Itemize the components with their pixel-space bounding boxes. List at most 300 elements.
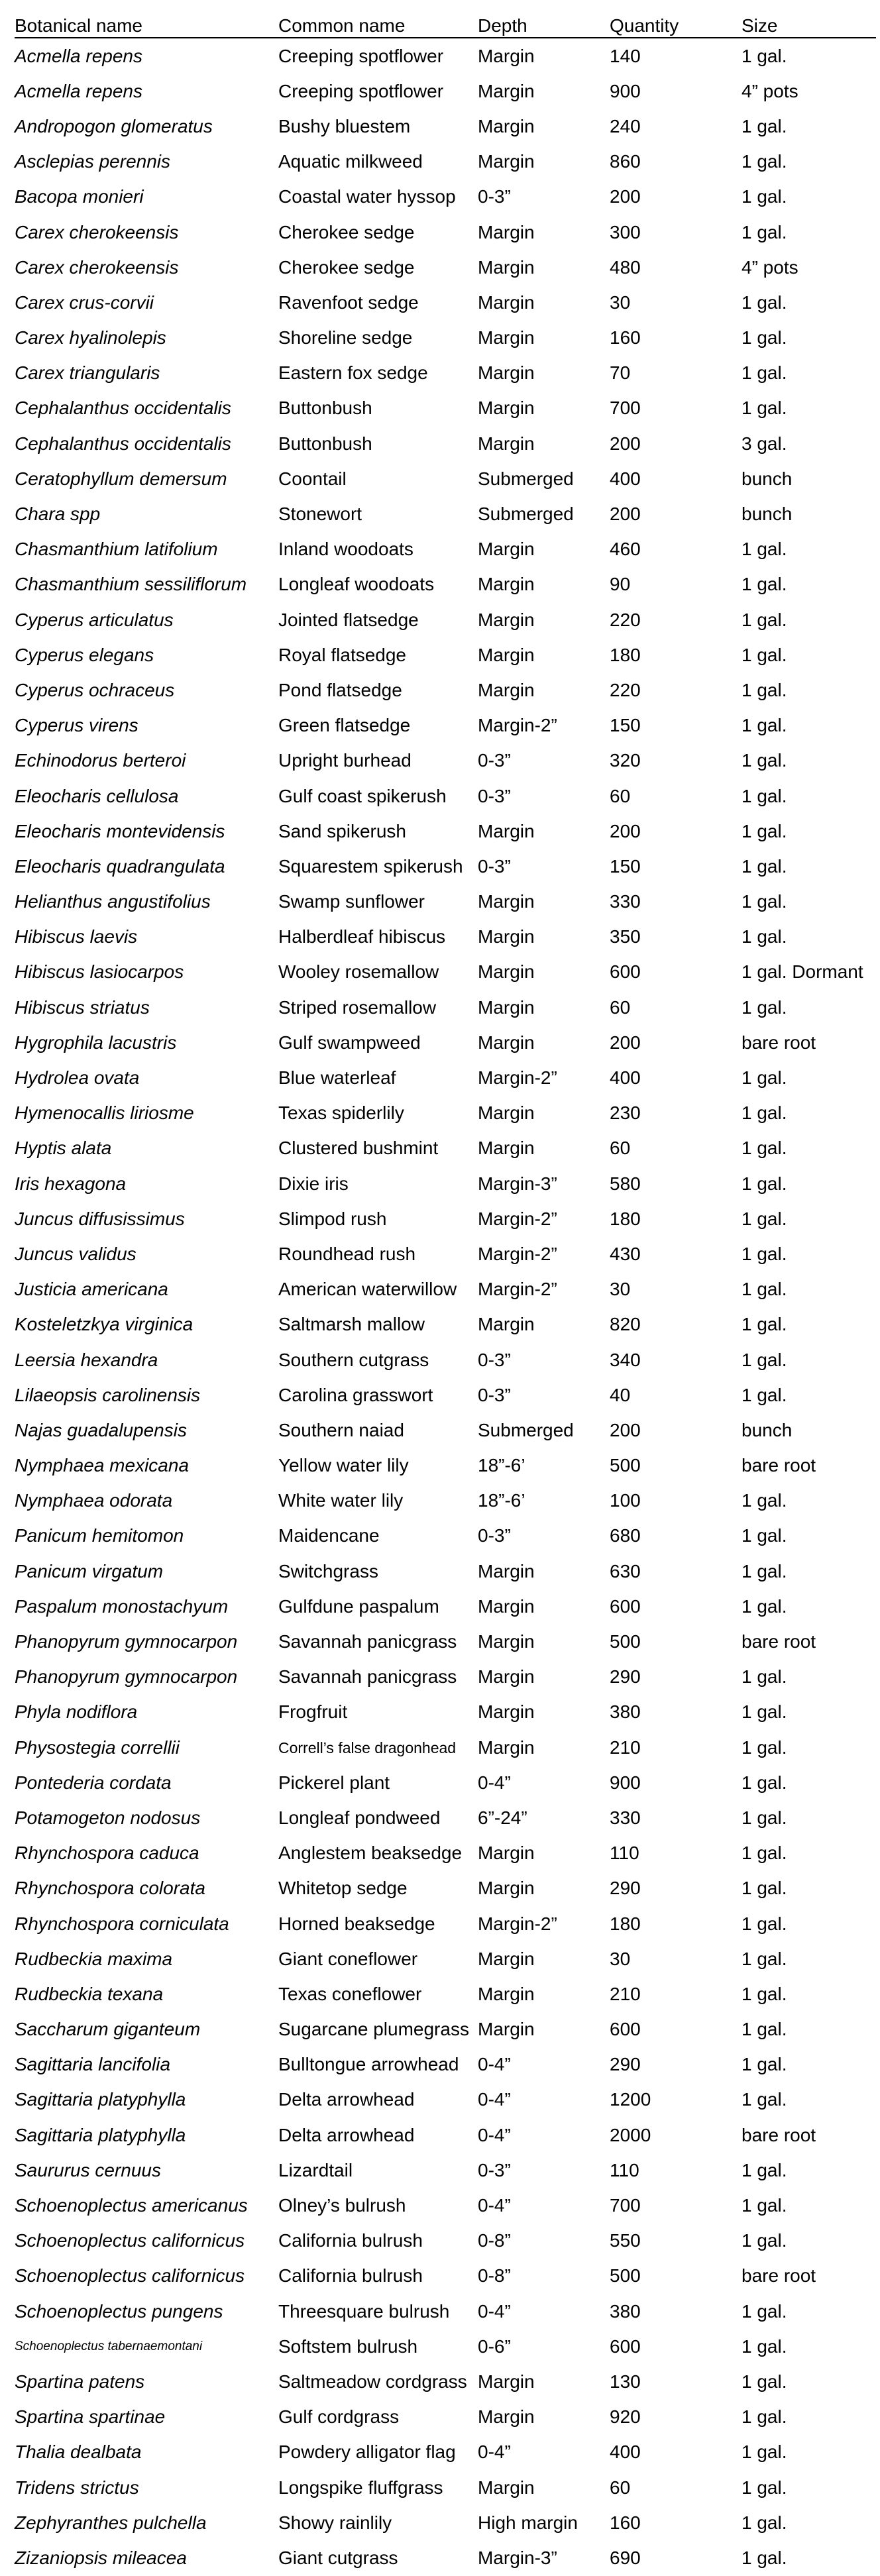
table-row — [15, 109, 876, 144]
common-name-cell: Gulf swampweed — [278, 1032, 421, 1053]
size-cell: 1 gal. — [742, 186, 787, 207]
table-row — [15, 1765, 876, 1800]
botanical-name-cell: Zizaniopsis mileacea — [15, 2547, 187, 2568]
common-name-cell: Bulltongue arrowhead — [278, 2054, 459, 2075]
depth-cell: Margin — [478, 1595, 535, 1617]
depth-cell: Submerged — [478, 468, 574, 489]
table-row — [15, 461, 876, 496]
quantity-cell: 140 — [610, 45, 641, 66]
depth-cell: Margin — [478, 820, 535, 841]
header-size: Size — [742, 15, 778, 36]
depth-cell: Margin — [478, 996, 535, 1018]
size-cell: 1 gal. — [742, 1666, 787, 1688]
quantity-cell: 220 — [610, 609, 641, 630]
common-name-cell: Longleaf woodoats — [278, 574, 435, 595]
table-row — [15, 1589, 876, 1624]
depth-cell: Margin — [478, 45, 535, 66]
quantity-cell: 430 — [610, 1243, 641, 1264]
size-cell: 1 gal. — [742, 926, 787, 947]
size-cell: 1 gal. — [742, 2159, 787, 2180]
table-row — [15, 743, 876, 778]
depth-cell: Margin — [478, 221, 535, 242]
depth-cell: 0-3” — [478, 785, 511, 806]
quantity-cell: 700 — [610, 2195, 641, 2216]
botanical-name-cell: Spartina spartinae — [15, 2406, 166, 2428]
table-row — [15, 1836, 876, 1871]
common-name-cell: Swamp sunflower — [278, 891, 425, 912]
quantity-cell: 90 — [610, 574, 631, 595]
table-row — [15, 672, 876, 708]
common-name-cell: Squarestem spikerush — [278, 855, 463, 877]
size-cell: 1 gal. — [742, 996, 787, 1018]
header-row — [15, 15, 876, 38]
botanical-name-cell: Nymphaea mexicana — [15, 1455, 190, 1476]
table-row — [15, 1483, 876, 1519]
size-cell: 1 gal. — [742, 891, 787, 912]
table-row — [15, 1236, 876, 1271]
size-cell: 1 gal. — [742, 2195, 787, 2216]
botanical-name-cell: Juncus validus — [15, 1243, 137, 1264]
depth-cell: Margin — [478, 1843, 535, 1864]
botanical-name-cell: Hydrolea ovata — [15, 1067, 140, 1089]
common-name-cell: Anglestem beaksedge — [278, 1843, 463, 1864]
size-cell: 1 gal. — [742, 221, 787, 242]
common-name-cell: Aquatic milkweed — [278, 151, 423, 172]
table-row — [15, 426, 876, 461]
depth-cell: Margin-3” — [478, 2547, 557, 2568]
quantity-cell: 200 — [610, 504, 641, 525]
botanical-name-cell: Acmella repens — [15, 45, 142, 66]
table-row — [15, 2118, 876, 2153]
common-name-cell: Olney’s bulrush — [278, 2195, 406, 2216]
depth-cell: Margin — [478, 151, 535, 172]
size-cell: 1 gal. — [742, 609, 787, 630]
botanical-name-cell: Hibiscus lasiocarpos — [15, 961, 184, 983]
botanical-name-cell: Eleocharis cellulosa — [15, 785, 179, 806]
size-cell: 1 gal. — [742, 151, 787, 172]
quantity-cell: 600 — [610, 2335, 641, 2357]
botanical-name-cell: Cyperus elegans — [15, 644, 154, 665]
table-row — [15, 1096, 876, 1131]
depth-cell: 0-4” — [478, 2300, 511, 2322]
botanical-name-cell: Chasmanthium latifolium — [15, 539, 218, 560]
quantity-cell: 400 — [610, 2442, 641, 2463]
table-row — [15, 144, 876, 180]
common-name-cell: Southern cutgrass — [278, 1349, 429, 1370]
depth-cell: 0-3” — [478, 1525, 511, 1546]
botanical-name-cell: Saccharum giganteum — [15, 2019, 201, 2040]
depth-cell: Margin — [478, 115, 535, 136]
table-row — [15, 285, 876, 320]
depth-cell: Margin — [478, 609, 535, 630]
common-name-cell: Bushy bluestem — [278, 115, 411, 136]
depth-cell: Margin — [478, 2477, 535, 2498]
size-cell: bunch — [742, 1419, 793, 1440]
common-name-cell: Upright burhead — [278, 750, 412, 771]
size-cell: 1 gal. — [742, 292, 787, 313]
size-cell: 1 gal. — [742, 820, 787, 841]
depth-cell: Margin — [478, 2406, 535, 2428]
common-name-cell: Yellow water lily — [278, 1455, 409, 1476]
botanical-name-cell: Juncus diffusissimus — [15, 1208, 185, 1229]
botanical-name-cell: Acmella repens — [15, 80, 142, 101]
quantity-cell: 860 — [610, 151, 641, 172]
botanical-name-cell: Schoenoplectus tabernaemontani — [15, 2339, 203, 2353]
size-cell: 1 gal. — [742, 1314, 787, 1335]
depth-cell: 0-3” — [478, 750, 511, 771]
quantity-cell: 330 — [610, 891, 641, 912]
size-cell: 1 gal. — [742, 1279, 787, 1300]
depth-cell: 18”-6’ — [478, 1490, 525, 1511]
table-row — [15, 2082, 876, 2118]
common-name-cell: Dixie iris — [278, 1173, 349, 1194]
quantity-cell: 380 — [610, 1701, 641, 1723]
common-name-cell: Carolina grasswort — [278, 1384, 433, 1405]
header-common-name: Common name — [278, 15, 406, 36]
quantity-cell: 210 — [610, 1983, 641, 2004]
botanical-name-cell: Schoenoplectus californicus — [15, 2265, 245, 2286]
botanical-name-cell: Hygrophila lacustris — [15, 1032, 177, 1053]
common-name-cell: Buttonbush — [278, 433, 372, 454]
depth-cell: Margin — [478, 679, 535, 700]
size-cell: 1 gal. — [742, 1384, 787, 1405]
botanical-name-cell: Thalia dealbata — [15, 2442, 142, 2463]
quantity-cell: 40 — [610, 1384, 631, 1405]
table-row — [15, 849, 876, 884]
size-cell: 1 gal. — [742, 2512, 787, 2533]
common-name-cell: Savannah panicgrass — [278, 1666, 457, 1688]
botanical-name-cell: Leersia hexandra — [15, 1349, 158, 1370]
common-name-cell: Powdery alligator flag — [278, 2442, 456, 2463]
size-cell: 1 gal. — [742, 2406, 787, 2428]
botanical-name-cell: Hyptis alata — [15, 1138, 112, 1159]
depth-cell: Margin — [478, 256, 535, 278]
table-row — [15, 1201, 876, 1236]
size-cell: 1 gal. — [742, 574, 787, 595]
size-cell: 1 gal. — [742, 1067, 787, 1089]
depth-cell: Margin — [478, 327, 535, 349]
size-cell: 1 gal. — [742, 679, 787, 700]
common-name-cell: California bulrush — [278, 2230, 423, 2251]
common-name-cell: Correll’s false dragonhead — [278, 1739, 457, 1756]
quantity-cell: 70 — [610, 362, 631, 384]
depth-cell: Margin-2” — [478, 715, 557, 736]
common-name-cell: Halberdleaf hibiscus — [278, 926, 446, 947]
botanical-name-cell: Phanopyrum gymnocarpon — [15, 1631, 238, 1652]
common-name-cell: Green flatsedge — [278, 715, 411, 736]
quantity-cell: 500 — [610, 1455, 641, 1476]
depth-cell: 0-4” — [478, 2089, 511, 2110]
botanical-name-cell: Paspalum monostachyum — [15, 1595, 229, 1617]
common-name-cell: Striped rosemallow — [278, 996, 437, 1018]
quantity-cell: 350 — [610, 926, 641, 947]
depth-cell: Margin — [478, 644, 535, 665]
depth-cell: Margin-2” — [478, 1243, 557, 1264]
common-name-cell: Inland woodoats — [278, 539, 413, 560]
table-row — [15, 1695, 876, 1730]
size-cell: 1 gal. — [742, 1560, 787, 1582]
botanical-name-cell: Carex cherokeensis — [15, 221, 179, 242]
quantity-cell: 500 — [610, 2265, 641, 2286]
depth-cell: Margin — [478, 1314, 535, 1335]
botanical-name-cell: Asclepias perennis — [15, 151, 171, 172]
botanical-name-cell: Justicia americana — [15, 1279, 168, 1300]
depth-cell: Margin — [478, 1701, 535, 1723]
quantity-cell: 110 — [610, 1843, 639, 1864]
common-name-cell: Southern naiad — [278, 1419, 404, 1440]
table-row — [15, 215, 876, 250]
table-row — [15, 250, 876, 285]
common-name-cell: Maidencane — [278, 1525, 380, 1546]
common-name-cell: Showy rainlily — [278, 2512, 392, 2533]
botanical-name-cell: Bacopa monieri — [15, 186, 144, 207]
size-cell: 1 gal. — [742, 2230, 787, 2251]
table-body — [15, 38, 876, 2576]
depth-cell: 18”-6’ — [478, 1455, 525, 1476]
table-row — [15, 885, 876, 920]
quantity-cell: 900 — [610, 1772, 641, 1793]
botanical-name-cell: Carex triangularis — [15, 362, 160, 384]
botanical-name-cell: Schoenoplectus americanus — [15, 2195, 248, 2216]
table-row — [15, 2435, 876, 2470]
quantity-cell: 630 — [610, 1560, 641, 1582]
botanical-name-cell: Echinodorus berteroi — [15, 750, 186, 771]
header-quantity: Quantity — [610, 15, 679, 36]
common-name-cell: Roundhead rush — [278, 1243, 416, 1264]
quantity-cell: 900 — [610, 80, 641, 101]
table-row — [15, 2364, 876, 2399]
table-row — [15, 321, 876, 356]
table-row — [15, 1976, 876, 2012]
depth-cell: Margin — [478, 1948, 535, 1969]
botanical-name-cell: Rhynchospora caduca — [15, 1843, 199, 1864]
common-name-cell: Slimpod rush — [278, 1208, 387, 1229]
header-depth: Depth — [478, 15, 527, 36]
common-name-cell: Sand spikerush — [278, 820, 407, 841]
common-name-cell: Gulf coast spikerush — [278, 785, 447, 806]
table-row — [15, 602, 876, 637]
depth-cell: Margin — [478, 1666, 535, 1688]
quantity-cell: 820 — [610, 1314, 641, 1335]
depth-cell: 0-3” — [478, 2159, 511, 2180]
quantity-cell: 700 — [610, 398, 641, 419]
quantity-cell: 690 — [610, 2547, 641, 2568]
size-cell: 1 gal. — [742, 1948, 787, 1969]
size-cell: 1 gal. — [742, 644, 787, 665]
quantity-cell: 200 — [610, 433, 641, 454]
size-cell: 4” pots — [742, 256, 798, 278]
table-row — [15, 1906, 876, 1941]
common-name-cell: Coastal water hyssop — [278, 186, 456, 207]
size-cell: 1 gal. — [742, 1349, 787, 1370]
botanical-name-cell: Cephalanthus occidentalis — [15, 433, 231, 454]
size-cell: 1 gal. — [742, 1913, 787, 1934]
size-cell: 3 gal. — [742, 433, 787, 454]
size-cell: 1 gal. — [742, 1208, 787, 1229]
depth-cell: Margin — [478, 398, 535, 419]
table-row — [15, 391, 876, 426]
depth-cell: 0-8” — [478, 2230, 511, 2251]
depth-cell: 0-8” — [478, 2265, 511, 2286]
table-row — [15, 532, 876, 567]
depth-cell: Margin — [478, 926, 535, 947]
botanical-name-cell: Iris hexagona — [15, 1173, 127, 1194]
depth-cell: Submerged — [478, 1419, 574, 1440]
quantity-cell: 2000 — [610, 2124, 651, 2145]
botanical-name-cell: Hibiscus striatus — [15, 996, 150, 1018]
table-row — [15, 2400, 876, 2435]
botanical-name-cell: Nymphaea odorata — [15, 1490, 173, 1511]
quantity-cell: 300 — [610, 221, 641, 242]
quantity-cell: 200 — [610, 1032, 641, 1053]
common-name-cell: Coontail — [278, 468, 347, 489]
depth-cell: Margin — [478, 1631, 535, 1652]
common-name-cell: American waterwillow — [278, 1279, 457, 1300]
depth-cell: 0-4” — [478, 1772, 511, 1793]
botanical-name-cell: Cephalanthus occidentalis — [15, 398, 231, 419]
quantity-cell: 230 — [610, 1102, 641, 1124]
common-name-cell: Giant cutgrass — [278, 2547, 398, 2568]
common-name-cell: Creeping spotflower — [278, 80, 444, 101]
table-header — [15, 15, 876, 38]
common-name-cell: Stonewort — [278, 504, 362, 525]
depth-cell: Margin-2” — [478, 1279, 557, 1300]
botanical-name-cell: Carex hyalinolepis — [15, 327, 166, 349]
common-name-cell: Gulfdune paspalum — [278, 1595, 439, 1617]
table-row — [15, 1060, 876, 1095]
quantity-cell: 60 — [610, 2477, 631, 2498]
size-cell: 1 gal. — [742, 2371, 787, 2392]
botanical-name-cell: Tridens strictus — [15, 2477, 139, 2498]
table-row — [15, 567, 876, 602]
quantity-cell: 340 — [610, 1349, 641, 1370]
table-row — [15, 990, 876, 1025]
botanical-name-cell: Rudbeckia texana — [15, 1983, 164, 2004]
botanical-name-cell: Najas guadalupensis — [15, 1419, 187, 1440]
quantity-cell: 60 — [610, 996, 631, 1018]
quantity-cell: 100 — [610, 1490, 641, 1511]
quantity-cell: 60 — [610, 785, 631, 806]
quantity-cell: 290 — [610, 1666, 641, 1688]
depth-cell: Margin — [478, 1878, 535, 1899]
size-cell: 1 gal. — [742, 2019, 787, 2040]
size-cell: bare root — [742, 2265, 816, 2286]
quantity-cell: 180 — [610, 644, 641, 665]
quantity-cell: 550 — [610, 2230, 641, 2251]
common-name-cell: Delta arrowhead — [278, 2089, 415, 2110]
depth-cell: Margin — [478, 2371, 535, 2392]
common-name-cell: Clustered bushmint — [278, 1138, 439, 1159]
table-row — [15, 778, 876, 814]
depth-cell: Margin — [478, 574, 535, 595]
quantity-cell: 110 — [610, 2159, 639, 2180]
common-name-cell: Horned beaksedge — [278, 1913, 435, 1934]
botanical-name-cell: Sagittaria lancifolia — [15, 2054, 171, 2075]
size-cell: 1 gal. — [742, 1772, 787, 1793]
quantity-cell: 400 — [610, 468, 641, 489]
botanical-name-cell: Eleocharis quadrangulata — [15, 855, 225, 877]
size-cell: 1 gal. — [742, 2442, 787, 2463]
botanical-name-cell: Rhynchospora corniculata — [15, 1913, 229, 1934]
depth-cell: Margin-3” — [478, 1173, 557, 1194]
depth-cell: 0-3” — [478, 1349, 511, 1370]
depth-cell: High margin — [478, 2512, 578, 2533]
table-row — [15, 2224, 876, 2259]
botanical-name-cell: Rudbeckia maxima — [15, 1948, 173, 1969]
quantity-cell: 150 — [610, 715, 641, 736]
depth-cell: Margin — [478, 891, 535, 912]
common-name-cell: White water lily — [278, 1490, 404, 1511]
quantity-cell: 500 — [610, 1631, 641, 1652]
botanical-name-cell: Physostegia correllii — [15, 1737, 180, 1758]
botanical-name-cell: Hymenocallis liriosme — [15, 1102, 194, 1124]
botanical-name-cell: Rhynchospora colorata — [15, 1878, 205, 1899]
common-name-cell: Texas spiderlily — [278, 1102, 404, 1124]
table-row — [15, 356, 876, 391]
size-cell: 1 gal. — [742, 855, 787, 877]
quantity-cell: 480 — [610, 256, 641, 278]
common-name-cell: Longleaf pondweed — [278, 1807, 441, 1828]
botanical-name-cell: Andropogon glomeratus — [15, 115, 213, 136]
depth-cell: Submerged — [478, 504, 574, 525]
quantity-cell: 200 — [610, 186, 641, 207]
size-cell: 1 gal. — [742, 115, 787, 136]
depth-cell: Margin — [478, 1560, 535, 1582]
size-cell: bare root — [742, 1032, 816, 1053]
depth-cell: 0-4” — [478, 2442, 511, 2463]
botanical-name-cell: Helianthus angustifolius — [15, 891, 211, 912]
botanical-name-cell: Schoenoplectus californicus — [15, 2230, 245, 2251]
quantity-cell: 220 — [610, 679, 641, 700]
common-name-cell: Lizardtail — [278, 2159, 353, 2180]
table-row — [15, 1025, 876, 1060]
table-row — [15, 1448, 876, 1483]
common-name-cell: Jointed flatsedge — [278, 609, 419, 630]
quantity-cell: 160 — [610, 327, 641, 349]
plant-inventory-table — [15, 15, 876, 2576]
common-name-cell: Texas coneflower — [278, 1983, 422, 2004]
depth-cell: 0-3” — [478, 1384, 511, 1405]
table-row — [15, 1800, 876, 1835]
botanical-name-cell: Carex cherokeensis — [15, 256, 179, 278]
common-name-cell: Creeping spotflower — [278, 45, 444, 66]
size-cell: 1 gal. — [742, 1102, 787, 1124]
size-cell: 1 gal. — [742, 2547, 787, 2568]
depth-cell: 0-3” — [478, 855, 511, 877]
size-cell: 1 gal. — [742, 750, 787, 771]
quantity-cell: 380 — [610, 2300, 641, 2322]
quantity-cell: 160 — [610, 2512, 641, 2533]
depth-cell: Margin — [478, 1737, 535, 1758]
quantity-cell: 680 — [610, 1525, 641, 1546]
depth-cell: Margin — [478, 1138, 535, 1159]
botanical-name-cell: Potamogeton nodosus — [15, 1807, 201, 1828]
table-row — [15, 2540, 876, 2575]
botanical-name-cell: Lilaeopsis carolinensis — [15, 1384, 201, 1405]
quantity-cell: 920 — [610, 2406, 641, 2428]
botanical-name-cell: Carex crus-corvii — [15, 292, 154, 313]
common-name-cell: Switchgrass — [278, 1560, 378, 1582]
size-cell: 1 gal. — [742, 1595, 787, 1617]
common-name-cell: Buttonbush — [278, 398, 372, 419]
depth-cell: 0-4” — [478, 2054, 511, 2075]
common-name-cell: California bulrush — [278, 2265, 423, 2286]
common-name-cell: Delta arrowhead — [278, 2124, 415, 2145]
size-cell: 1 gal. — [742, 2054, 787, 2075]
size-cell: 4” pots — [742, 80, 798, 101]
table-row — [15, 2259, 876, 2294]
table-row — [15, 1272, 876, 1307]
